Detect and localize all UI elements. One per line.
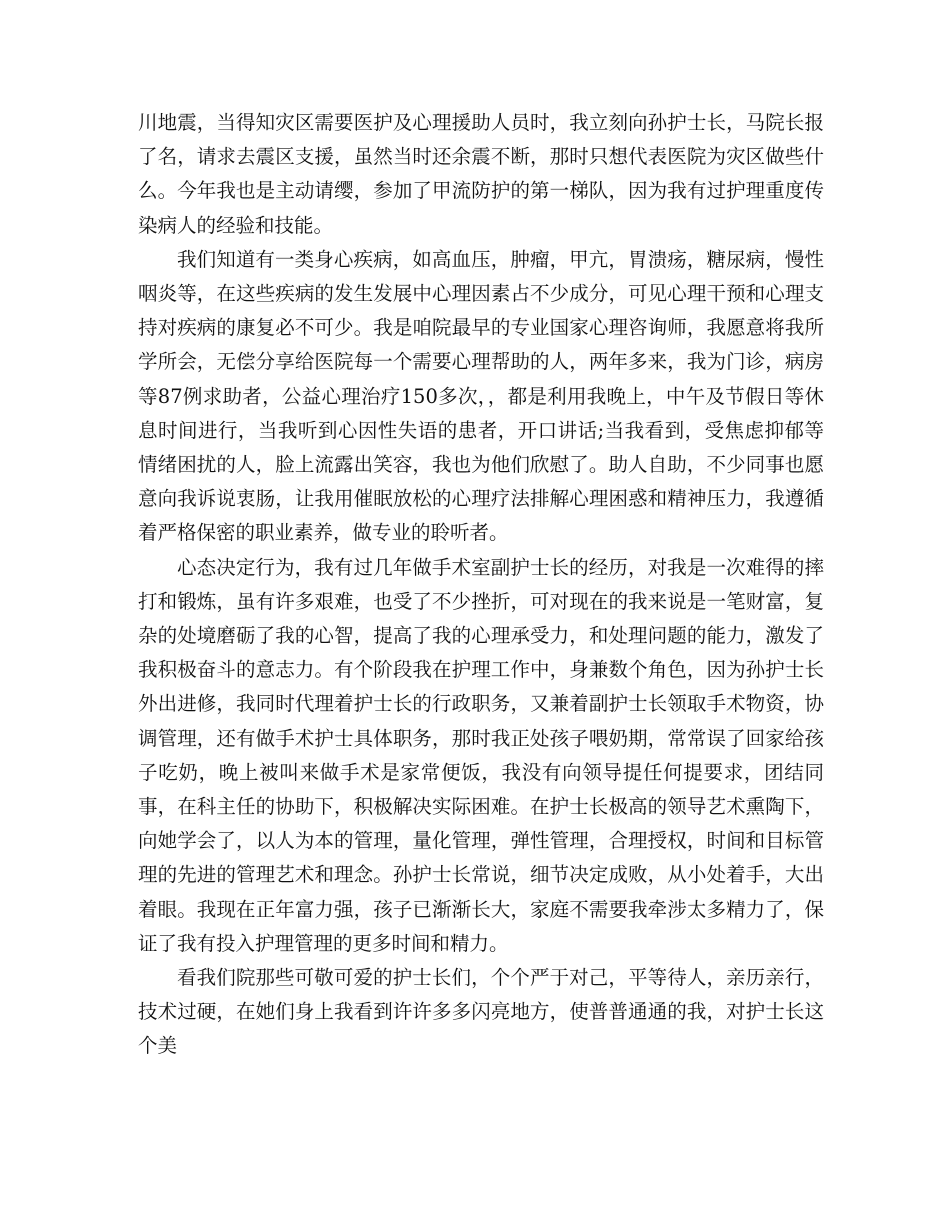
paragraph-3: 心态决定行为，我有过几年做手术室副护士长的经历，对我是一次难得的摔打和锻炼，虽有许多艰难，也受了不少挫折，可对现在的我来说是一笔财富，复杂的处境磨砺了我的心智，提高了我的心理承受力，和处理问题的能力，激发了我积极奋斗的意志力。有个阶段我在护理工作中，身兼数个角色，因为孙护士长外出进修，我同时代理着护士长的行政职务，又兼着副护士长领取手术物资，协调管理，还有做手术护士具体职务，那时我正处孩子喂奶期，常常误了回家给孩子吃奶，晚上被叫来做手术是家常便饭，我没有向领导提任何提要求，团结同事，在科主任的协助下，积极解决实际困难。在护士长极高的领导艺术熏陶下，向她学会了，以人为本的管理，量化管理，弹性管理，合理授权，时间和目标管理的先进的管理艺术和理念。孙护士长常说，细节决定成败，从小处着手，大出着眼。我现在正年富力强，孩子已渐渐长大，家庭不需要我牵涉太多精力了，保证了我有投入护理管理的更多时间和精力。 [138, 555, 824, 955]
paragraph-1: 川地震，当得知灾区需要医护及心理援助人员时，我立刻向孙护士长，马院长报了名，请求去震区支援，虽然当时还余震不断，那时只想代表医院为灾区做些什么。今年我也是主动请缨，参加了甲流防护的第一梯队，因为我有过护理重度传染病人的经验和技能。 [138, 111, 824, 237]
paragraph-4: 看我们院那些可敬可爱的护士长们，个个严于对己，平等待人，亲历亲行，技术过硬，在她们身上我看到许许多多闪亮地方，使普普通通的我，对护士长这个美 [138, 966, 824, 1058]
document-body [138, 106, 824, 1064]
paragraph-2: 我们知道有一类身心疾病，如高血压，肿瘤，甲亢，胃溃疡，糖尿病，慢性咽炎等，在这些疾病的发生发展中心理因素占不少成分，可见心理干预和心理支持对疾病的康复必不可少。我是咱院最早的专业国家心理咨询师，我愿意将我所学所会，无偿分享给医院每一个需要心理帮助的人，两年多来，我为门诊，病房等87例求助者，公益心理治疗150多次，，都是利用我晚上，中午及节假日等休息时间进行，当我听到心因性失语的患者，开口讲话;当我看到，受焦虑抑郁等情绪困扰的人，脸上流露出笑容，我也为他们欣慰了。助人自助，不少同事也愿意向我诉说衷肠，让我用催眠放松的心理疗法排解心理困惑和精神压力，我遵循着严格保密的职业素养，做专业的聆听者。 [138, 247, 824, 545]
